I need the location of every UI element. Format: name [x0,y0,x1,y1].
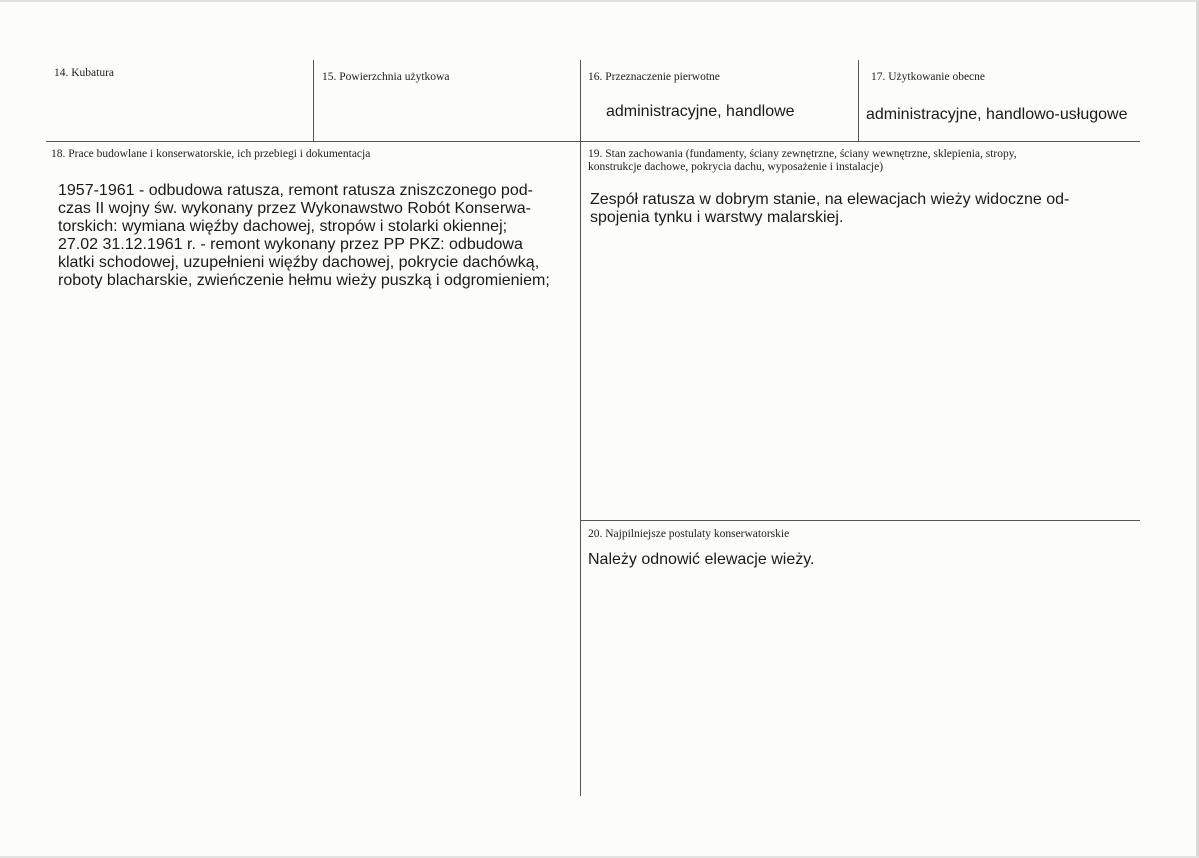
field-19-line-1: Zespół ratusza w dobrym stanie, na elewacjach wieży widoczne od- [590,191,1070,208]
field-18-line-2: czas II wojny św. wykonany przez Wykonawstwo Robót Konserwa- [58,200,531,217]
field-17-label: 17. Użytkowanie obecne [871,71,986,83]
field-15-label: 15. Powierzchnia użytkowa [322,71,450,83]
field-19-label-line-1: 19. Stan zachowania (fundamenty, ściany zewnętrzne, ściany wewnętrzne, sklepienia, stropy, [588,148,1017,160]
divider-top-2 [580,60,581,141]
field-19-label-line-2: konstrukcje dachowe, pokrycia dachu, wyposażenie i instalacje) [588,161,884,173]
field-16-value: administracyjne, handlowe [606,103,795,120]
horizontal-rule-1 [46,141,1140,142]
field-18-line-4: 27.02 31.12.1961 r. - remont wykonany przez PP PKZ: odbudowa [58,236,523,253]
divider-top-1 [313,60,314,141]
field-16-label: 16. Przeznaczenie pierwotne [588,71,720,83]
divider-middle [580,142,581,796]
field-18-label: 18. Prace budowlane i konserwatorskie, ich przebiegi i dokumentacja [51,148,371,160]
horizontal-rule-2 [581,520,1140,521]
field-18-line-6: roboty blacharskie, zwieńczenie hełmu wieży puszką i odgromieniem; [58,272,550,289]
field-20-label: 20. Najpilniejsze postulaty konserwatorskie [588,528,790,540]
field-20-value: Należy odnowić elewacje wieży. [588,551,815,568]
field-18-line-5: klatki schodowej, uzupełnieni więźby dachowej, pokrycie dachówką, [58,254,540,271]
field-17-value: administracyjne, handlowo-usługowe [866,106,1128,123]
divider-top-3 [858,60,859,141]
field-18-line-1: 1957-1961 - odbudowa ratusza, remont ratusza zniszczonego pod- [58,182,533,199]
field-18-line-3: torskich: wymiana więźby dachowej, stropów i stolarki okiennej; [58,218,508,235]
field-19-line-2: spojenia tynku i warstwy malarskiej. [590,209,844,226]
field-14-label: 14. Kubatura [54,67,115,79]
